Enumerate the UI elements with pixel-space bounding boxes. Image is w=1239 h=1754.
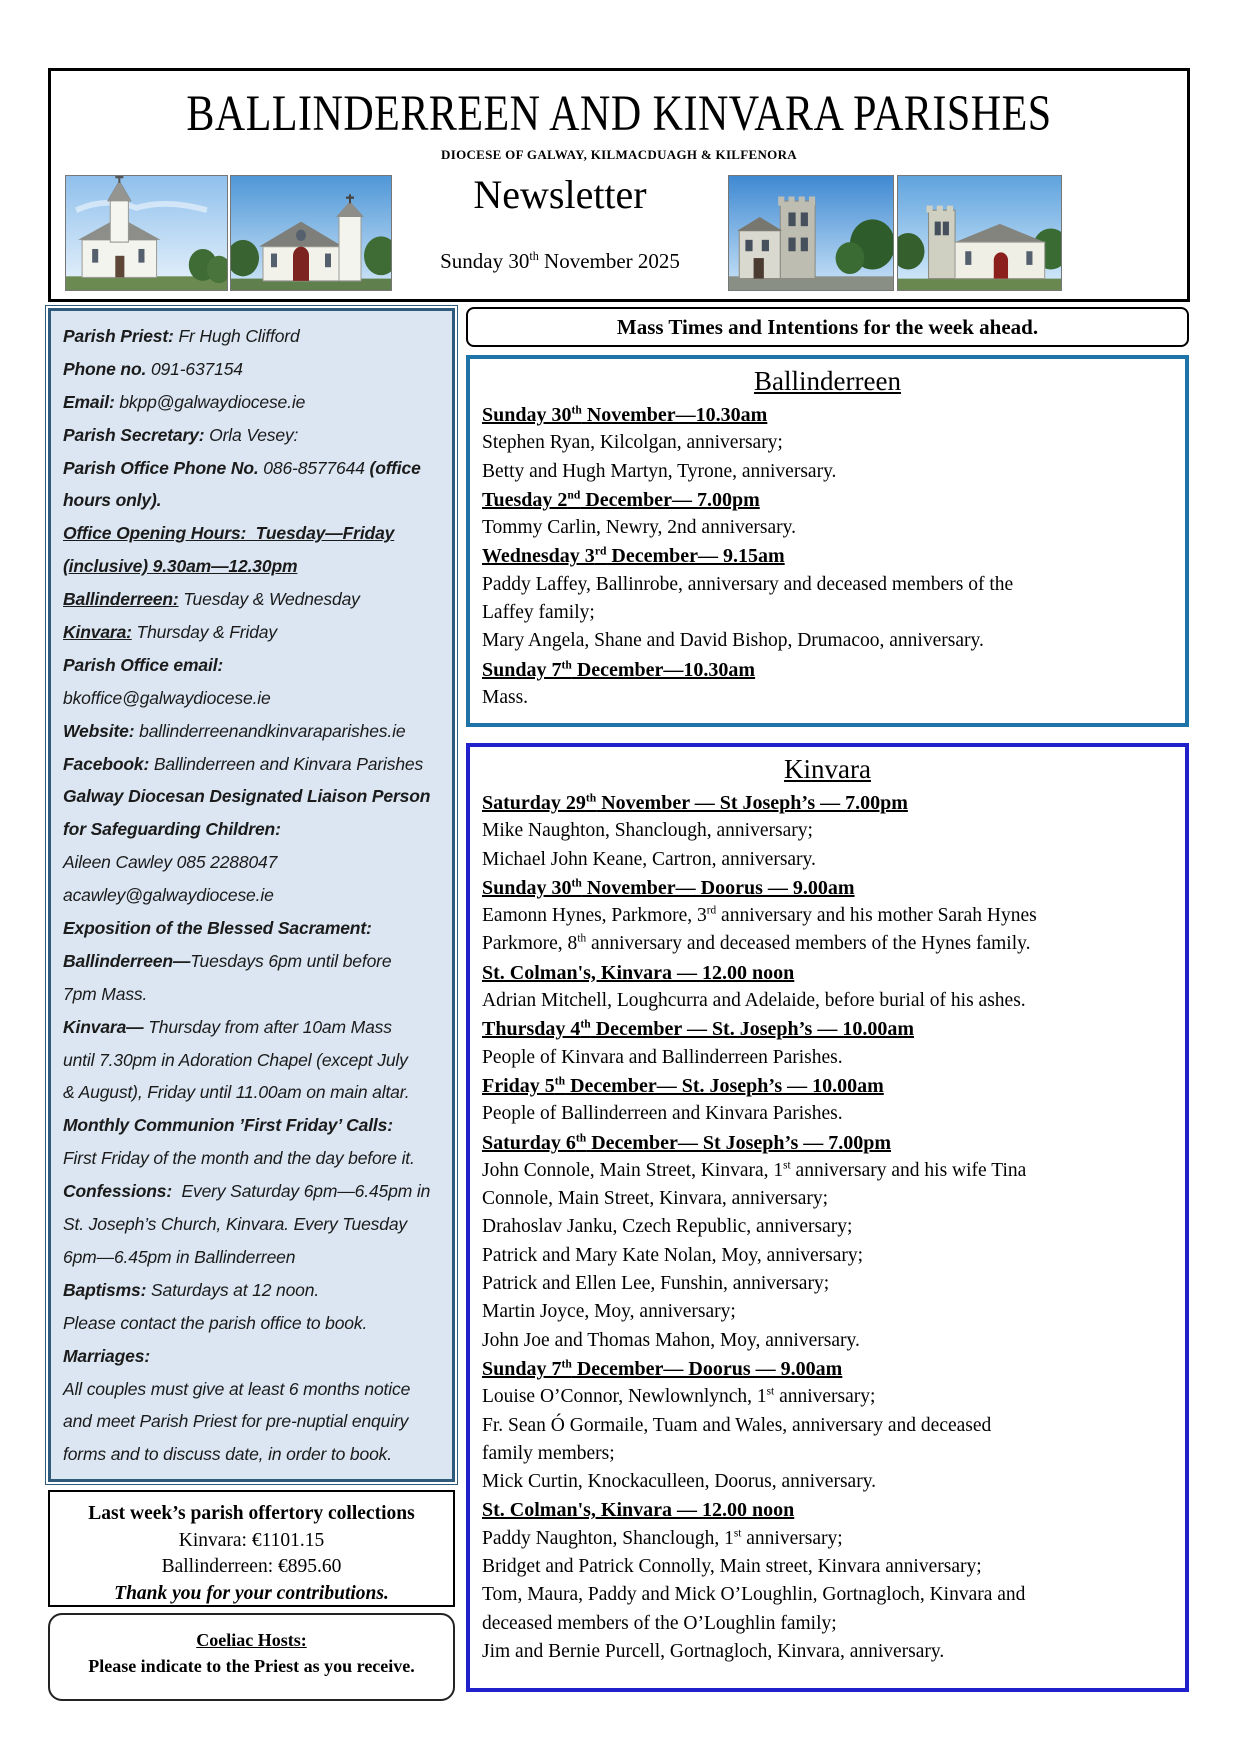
mass-entry: Laffey family; — [482, 602, 595, 624]
mass-entry: People of Kinvara and Ballinderreen Parishes. — [482, 1046, 843, 1068]
mass-entry-heading: Sunday 7th December— Doorus — 9.00am — [482, 1357, 843, 1380]
church-photo-3 — [728, 175, 894, 291]
sidebar-line: Exposition of the Blessed Sacrament: — [63, 918, 372, 939]
mass-times-header: Mass Times and Intentions for the week ahead. — [466, 307, 1189, 347]
mass-sections — [466, 355, 1189, 1692]
mass-entry: John Joe and Thomas Mahon, Moy, anniversary. — [482, 1329, 860, 1351]
header-box — [48, 68, 1190, 302]
sidebar-line: & August), Friday until 11.00am on main altar. — [63, 1082, 410, 1103]
mass-entry: Jim and Bernie Purcell, Gortnagloch, Kinvara, anniversary. — [482, 1640, 945, 1662]
sidebar-line: Website: ballinderreenandkinvaraparishes.ie — [63, 720, 406, 741]
page-title: BALLINDERREEN AND KINVARA PARISHES — [186, 86, 1052, 143]
sidebar-line: and meet Parish Priest for pre-nuptial enquiry — [63, 1411, 409, 1432]
diocese-subtitle: DIOCESE OF GALWAY, KILMACDUAGH & KILFENORA — [441, 147, 797, 162]
mass-section-title: Ballinderreen — [754, 366, 901, 396]
sidebar-line: until 7.30pm in Adoration Chapel (except July — [63, 1049, 408, 1070]
sidebar-line: Facebook: Ballinderreen and Kinvara Parishes — [63, 753, 424, 774]
offertory-kinvara: Kinvara: €1101.15 — [178, 1529, 325, 1551]
mass-entry: People of Ballinderreen and Kinvara Parishes. — [482, 1103, 843, 1125]
mass-entry: Paddy Naughton, Shanclough, 1st anniversary; — [482, 1527, 843, 1549]
sidebar-line: Baptisms: Saturdays at 12 noon. — [63, 1279, 320, 1300]
coeliac-title: Coeliac Hosts: — [196, 1630, 307, 1650]
church-photo — [231, 176, 391, 290]
sidebar-line: Kinvara: Thursday & Friday — [63, 622, 277, 643]
church-photo — [729, 176, 893, 290]
sidebar-line: forms and to discuss date, in order to book. — [63, 1444, 392, 1465]
mass-entry: Adrian Mitchell, Loughcurra and Adelaide, before burial of his ashes. — [482, 990, 1026, 1012]
mass-entry-heading: Tuesday 2nd December— 7.00pm — [482, 488, 760, 511]
newsletter-label: Newsletter — [473, 172, 647, 217]
mass-entry-heading: Wednesday 3rd December— 9.15am — [482, 544, 785, 568]
sidebar-line: 7pm Mass. — [63, 983, 148, 1004]
mass-entry: Martin Joyce, Moy, anniversary; — [482, 1301, 736, 1323]
mass-entry: Mike Naughton, Shanclough, anniversary; — [482, 820, 813, 842]
offertory-ballinderreen: Ballinderreen: €895.60 — [161, 1556, 342, 1577]
sidebar-line: Confessions: Every Saturday 6pm—6.45pm in — [63, 1181, 431, 1202]
mass-entry: Parkmore, 8th anniversary and deceased members of the Hynes family. — [482, 932, 1031, 955]
offertory-thanks: Thank you for your contributions. — [114, 1582, 389, 1604]
mass-entry-heading: Sunday 7th December—10.30am — [482, 658, 756, 681]
mass-entry: Connole, Main Street, Kinvara, anniversary; — [482, 1188, 829, 1210]
mass-entry: family members; — [482, 1442, 615, 1464]
church-photo — [66, 176, 227, 290]
mass-entry-heading: Thursday 4th December — St. Joseph’s — 10.00am — [482, 1017, 914, 1041]
issue-date: Sunday 30th November 2025 — [440, 249, 680, 273]
mass-entry-heading: St. Colman's, Kinvara — 12.00 noon — [482, 961, 795, 984]
sidebar-line: Galway Diocesan Designated Liaison Person — [63, 786, 431, 807]
sidebar-line: Office Opening Hours: Tuesday—Friday — [63, 523, 395, 544]
sidebar-line: acawley@galwaydiocese.ie — [63, 885, 274, 906]
parish-info-panel — [48, 308, 455, 1482]
offertory-title: Last week’s parish offertory collections — [88, 1503, 415, 1524]
sidebar-line: Aileen Cawley 085 2288047 — [63, 852, 278, 873]
mass-entry-heading: Friday 5th December— St. Joseph’s — 10.00am — [482, 1074, 884, 1097]
mass-entry-heading: Sunday 30th November— Doorus — 9.00am — [482, 876, 855, 899]
mass-entry-heading: St. Colman's, Kinvara — 12.00 noon — [482, 1499, 795, 1522]
mass-entry: Drahoslav Janku, Czech Republic, anniversary; — [482, 1216, 853, 1238]
sidebar-line: Ballinderreen—Tuesdays 6pm until before — [63, 950, 392, 971]
coeliac-hosts-box — [48, 1613, 455, 1701]
header-center — [392, 169, 728, 274]
church-photo — [898, 176, 1061, 290]
sidebar-line: Monthly Communion ’First Friday’ Calls: — [63, 1115, 393, 1136]
sidebar-line: bkoffice@galwaydiocese.ie — [63, 687, 271, 708]
mass-entry: Tom, Maura, Paddy and Mick O’Loughlin, Gortnagloch, Kinvara and — [482, 1584, 1026, 1606]
mass-entry: Bridget and Patrick Connolly, Main street, Kinvara anniversary; — [482, 1556, 982, 1578]
sidebar-line: hours only). — [63, 490, 162, 511]
sidebar-line: Kinvara— Thursday from after 10am Mass — [63, 1016, 392, 1037]
sidebar-line: Parish Office Phone No. 086-8577644 (office — [63, 457, 421, 478]
mass-section-title: Kinvara — [784, 754, 871, 784]
mass-entry: deceased members of the O’Loughlin family; — [482, 1612, 837, 1634]
mass-entry: Louise O’Connor, Newlownlynch, 1st anniversary; — [482, 1385, 876, 1408]
mass-entry: John Connole, Main Street, Kinvara, 1st anniversary and his wife Tina — [482, 1159, 1027, 1181]
mass-entry-heading: Saturday 29th November — St Joseph’s — 7.00pm — [482, 791, 908, 814]
church-photo-2 — [230, 175, 392, 291]
mass-entry: Michael John Keane, Cartron, anniversary. — [482, 848, 816, 870]
offertory-box — [48, 1490, 455, 1607]
mass-entry: Mass. — [482, 686, 529, 708]
sidebar-line: All couples must give at least 6 months notice — [63, 1378, 411, 1399]
mass-entry-heading: Sunday 30th November—10.30am — [482, 403, 768, 426]
sidebar-line: Phone no. 091-637154 — [63, 358, 243, 379]
sidebar-line: Parish Office email: — [63, 654, 224, 675]
sidebar-line: for Safeguarding Children: — [63, 819, 281, 840]
sidebar-line: Parish Priest: Fr Hugh Clifford — [63, 326, 300, 346]
mass-entry: Patrick and Mary Kate Nolan, Moy, anniversary; — [482, 1244, 864, 1266]
church-photo-4 — [897, 175, 1062, 291]
sidebar-line: (inclusive) 9.30am—12.30pm — [63, 556, 298, 577]
mass-entry: Stephen Ryan, Kilcolgan, anniversary; — [482, 432, 783, 454]
coeliac-text: Please indicate to the Priest as you receive. — [88, 1656, 415, 1676]
sidebar-line: Parish Secretary: Orla Vesey: — [63, 424, 299, 445]
sidebar-line: First Friday of the month and the day before it. — [63, 1148, 415, 1169]
mass-section-kinvara — [466, 743, 1189, 1692]
mass-entry: Mary Angela, Shane and David Bishop, Drumacoo, anniversary. — [482, 630, 984, 652]
sidebar-line: Email: bkpp@galwaydiocese.ie — [63, 391, 306, 412]
mass-entry: Patrick and Ellen Lee, Funshin, anniversary; — [482, 1273, 830, 1295]
sidebar-line: St. Joseph’s Church, Kinvara. Every Tuesday — [63, 1214, 408, 1235]
sidebar-line: 6pm—6.45pm in Ballinderreen — [63, 1246, 296, 1267]
church-photo-1 — [65, 175, 228, 291]
mass-entry: Eamonn Hynes, Parkmore, 3rd anniversary and his mother Sarah Hynes — [482, 904, 1037, 927]
mass-entry-heading: Saturday 6th December— St Joseph’s — 7.00pm — [482, 1130, 892, 1154]
sidebar-line: Marriages: — [63, 1345, 151, 1366]
mass-entry: Betty and Hugh Martyn, Tyrone, anniversary. — [482, 460, 837, 482]
sidebar-line: Ballinderreen: Tuesday & Wednesday — [63, 589, 360, 610]
mass-entry: Paddy Laffey, Ballinrobe, anniversary and deceased members of the — [482, 573, 1014, 595]
mass-entry: Mick Curtin, Knockaculleen, Doorus, anniversary. — [482, 1471, 877, 1493]
mass-entry: Fr. Sean Ó Gormaile, Tuam and Wales, anniversary and deceased — [482, 1414, 992, 1436]
sidebar-line: Please contact the parish office to book. — [63, 1312, 368, 1333]
mass-section-ballinderreen — [466, 355, 1189, 727]
mass-entry: Tommy Carlin, Newry, 2nd anniversary. — [482, 517, 796, 539]
